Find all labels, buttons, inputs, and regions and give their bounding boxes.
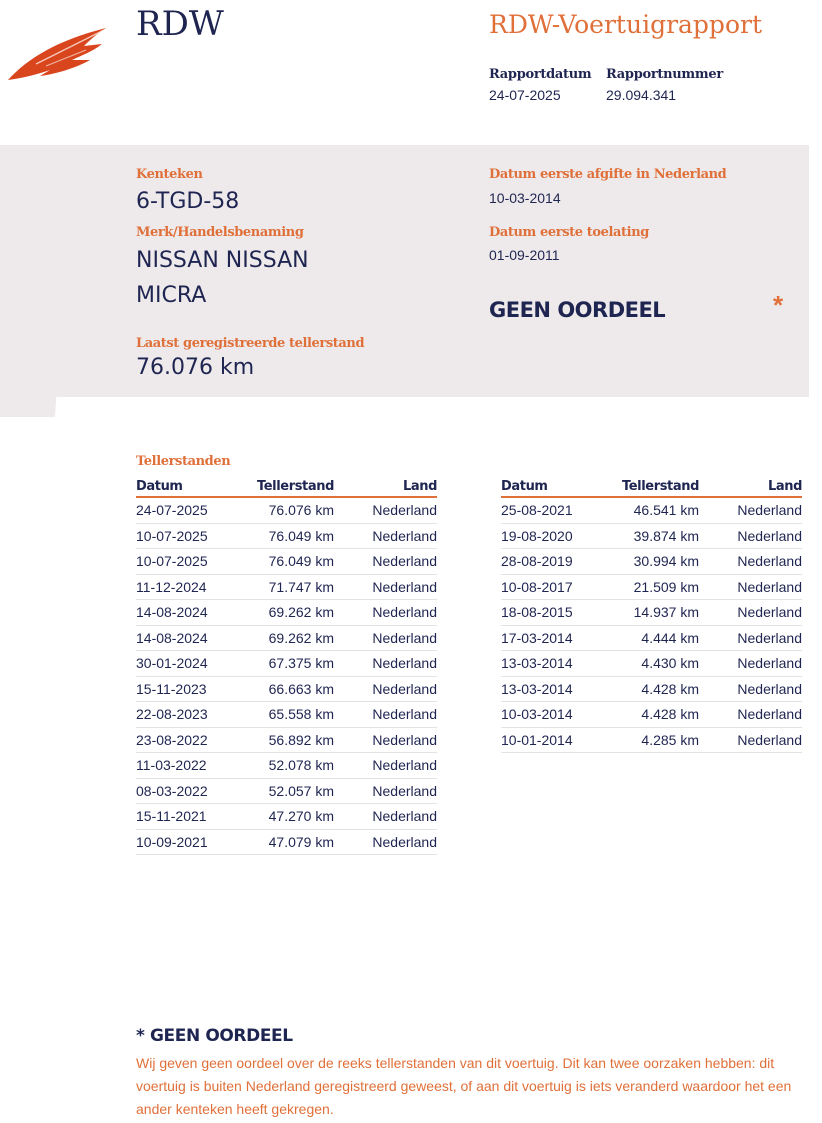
col-date-header: Datum [136,477,241,497]
cell-country: Nederland [334,651,437,677]
cell-reading: 76.076 km [241,497,334,523]
cell-date: 10-07-2025 [136,523,241,549]
cell-date: 22-08-2023 [136,702,241,728]
report-date-value: 24-07-2025 [489,87,561,103]
table-row [136,497,437,523]
table-row [136,829,437,855]
make-label: Merk/Handelsbenaming [136,225,304,240]
cell-reading: 4.430 km [606,651,699,677]
cell-country: Nederland [699,676,802,702]
verdict-text: GEEN OORDEEL [489,298,666,322]
cell-country: Nederland [699,574,802,600]
cell-country: Nederland [334,600,437,626]
cell-reading: 69.262 km [241,625,334,651]
brand-name: RDW [136,4,224,44]
first-admission-label: Datum eerste toelating [489,225,649,240]
cell-country: Nederland [334,753,437,779]
cell-date: 30-01-2024 [136,651,241,677]
readings-table-left [136,477,437,855]
first-admission-value: 01-09-2011 [489,247,560,263]
panel-tab [0,397,75,417]
col-country-header: Land [699,477,802,497]
cell-date: 15-11-2023 [136,676,241,702]
cell-reading: 46.541 km [606,497,699,523]
col-country-header: Land [334,477,437,497]
cell-reading: 4.428 km [606,676,699,702]
cell-reading: 39.874 km [606,523,699,549]
cell-country: Nederland [334,574,437,600]
cell-reading: 52.078 km [241,753,334,779]
table-row [501,574,802,600]
table-row [136,600,437,626]
plate-label: Kenteken [136,167,203,182]
odometer-value: 76.076 km [136,355,255,380]
table-row [501,702,802,728]
cell-date: 18-08-2015 [501,600,606,626]
cell-date: 13-03-2014 [501,651,606,677]
cell-reading: 4.285 km [606,727,699,753]
report-title: RDW-Voertuigrapport [489,10,762,39]
first-issue-value: 10-03-2014 [489,190,561,206]
report-number-label: Rapportnummer [606,67,723,82]
cell-date: 25-08-2021 [501,497,606,523]
cell-country: Nederland [699,651,802,677]
table-row [136,727,437,753]
cell-country: Nederland [334,804,437,830]
cell-date: 14-08-2024 [136,625,241,651]
cell-reading: 69.262 km [241,600,334,626]
report-number-value: 29.094.341 [606,87,677,103]
table-row [501,549,802,575]
cell-country: Nederland [699,727,802,753]
cell-reading: 4.444 km [606,625,699,651]
cell-country: Nederland [699,497,802,523]
cell-reading: 47.270 km [241,804,334,830]
col-reading-header: Tellerstand [606,477,699,497]
cell-country: Nederland [699,625,802,651]
cell-date: 28-08-2019 [501,549,606,575]
table-row [136,523,437,549]
cell-reading: 14.937 km [606,600,699,626]
table-row [136,753,437,779]
cell-country: Nederland [699,523,802,549]
cell-country: Nederland [334,625,437,651]
report-date-label: Rapportdatum [489,67,592,82]
cell-reading: 56.892 km [241,727,334,753]
rdw-feather-logo-icon [6,24,118,84]
cell-reading: 4.428 km [606,702,699,728]
cell-reading: 66.663 km [241,676,334,702]
make-value-line2: MICRA [136,283,207,308]
odometer-label: Laatst geregistreerde tellerstand [136,336,365,351]
table-row [501,651,802,677]
table-row [136,778,437,804]
plate-value: 6-TGD-58 [136,189,240,214]
readings-title: Tellerstanden [136,454,231,469]
cell-date: 23-08-2022 [136,727,241,753]
cell-country: Nederland [334,549,437,575]
col-date-header: Datum [501,477,606,497]
table-row [501,727,802,753]
cell-country: Nederland [334,523,437,549]
cell-reading: 30.994 km [606,549,699,575]
cell-country: Nederland [699,549,802,575]
cell-date: 13-03-2014 [501,676,606,702]
cell-date: 15-11-2021 [136,804,241,830]
table-header-row [136,477,437,497]
cell-country: Nederland [334,829,437,855]
cell-reading: 52.057 km [241,778,334,804]
table-row [501,625,802,651]
table-row [501,497,802,523]
table-row [136,549,437,575]
cell-country: Nederland [334,727,437,753]
cell-reading: 76.049 km [241,549,334,575]
table-row [136,804,437,830]
make-value-line1: NISSAN NISSAN [136,248,309,273]
cell-date: 14-08-2024 [136,600,241,626]
table-row [501,600,802,626]
cell-date: 11-03-2022 [136,753,241,779]
first-issue-label: Datum eerste afgifte in Nederland [489,167,727,182]
cell-date: 10-09-2021 [136,829,241,855]
cell-date: 17-03-2014 [501,625,606,651]
table-row [136,702,437,728]
table-row [136,676,437,702]
verdict-asterisk: * [773,290,784,320]
cell-date: 10-08-2017 [501,574,606,600]
table-row [136,625,437,651]
table-row [136,574,437,600]
cell-reading: 65.558 km [241,702,334,728]
cell-date: 10-03-2014 [501,702,606,728]
cell-country: Nederland [699,702,802,728]
table-header-row [501,477,802,497]
cell-country: Nederland [699,600,802,626]
table-row [136,651,437,677]
cell-country: Nederland [334,497,437,523]
vehicle-summary-panel [0,145,809,397]
cell-date: 19-08-2020 [501,523,606,549]
readings-table-right [501,477,802,753]
cell-reading: 76.049 km [241,523,334,549]
table-row [501,523,802,549]
cell-country: Nederland [334,702,437,728]
cell-reading: 21.509 km [606,574,699,600]
report-date [489,67,591,103]
col-reading-header: Tellerstand [241,477,334,497]
cell-date: 11-12-2024 [136,574,241,600]
cell-date: 10-01-2014 [501,727,606,753]
cell-reading: 71.747 km [241,574,334,600]
footnote-text: Wij geven geen oordeel over de reeks tellerstanden van dit voertuig. Dit kan twee oorzaken hebben: dit voertuig is buiten Nederland geregistreerd geweest, of aan dit voertuig is iets veranderd waardoor het een ander kenteken heeft gekregen. [136,1055,792,1117]
footnote-title: * GEEN OORDEEL [136,1026,293,1046]
cell-reading: 67.375 km [241,651,334,677]
cell-date: 08-03-2022 [136,778,241,804]
cell-country: Nederland [334,778,437,804]
cell-date: 24-07-2025 [136,497,241,523]
table-row [501,676,802,702]
cell-country: Nederland [334,676,437,702]
cell-date: 10-07-2025 [136,549,241,575]
cell-reading: 47.079 km [241,829,334,855]
report-number [606,67,723,103]
